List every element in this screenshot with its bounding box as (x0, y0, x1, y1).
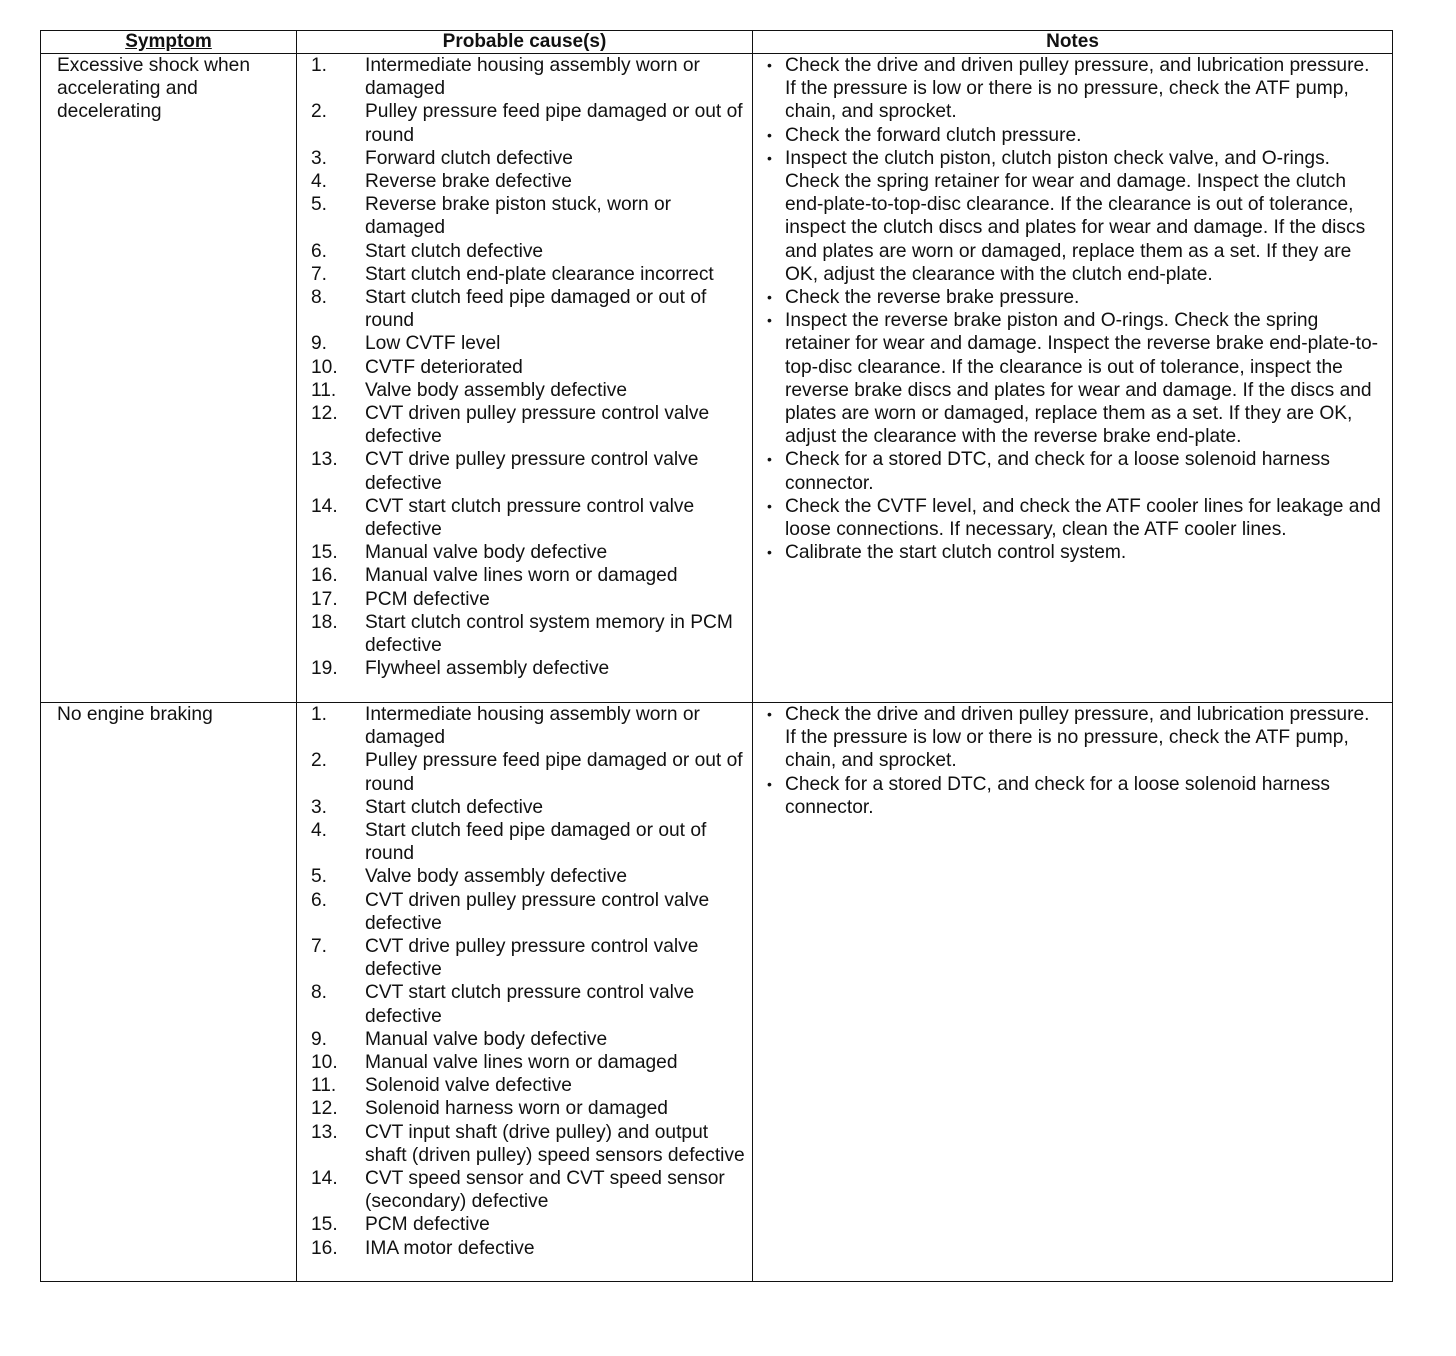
cause-text: Reverse brake piston stuck, worn or damaged (365, 194, 672, 239)
table-row (41, 703, 1393, 1282)
cause-item (309, 1051, 746, 1074)
cause-text: Pulley pressure feed pipe damaged or out of round (365, 750, 743, 795)
cause-number: 13. (311, 449, 338, 471)
note-text: Check the CVTF level, and check the ATF cooler lines for leakage and loose connections. If necessary, clean the ATF cooler lines. (785, 495, 1381, 541)
note-text: Check the forward clutch pressure. (785, 124, 1082, 146)
cause-text: Start clutch control system memory in PCM defective (365, 611, 733, 657)
cause-text: Valve body assembly defective (365, 379, 628, 401)
cause-text: CVT drive pulley pressure control valve defective (365, 936, 699, 981)
cause-item (309, 611, 746, 657)
cause-number: 15. (311, 542, 338, 564)
cause-number: 11. (311, 379, 337, 401)
cause-item (309, 332, 746, 355)
cause-item (309, 796, 746, 819)
cause-number: 1. (311, 704, 328, 725)
causes-cell (297, 703, 753, 1282)
cause-text: Start clutch end-plate clearance incorrect (365, 263, 714, 285)
cause-number: 17. (311, 588, 338, 610)
cause-number: 16. (311, 1237, 338, 1259)
cause-number: 15. (311, 1214, 338, 1236)
cause-text: Manual valve body defective (365, 542, 608, 564)
symptom-cell: Excessive shock when accelerating and decelerating (41, 54, 297, 703)
cause-number: 4. (311, 171, 328, 193)
note-item (767, 147, 1384, 286)
symptom-cell: No engine braking (41, 703, 297, 1282)
cause-item (309, 541, 746, 564)
cause-number: 2. (311, 750, 328, 772)
cause-item (309, 1097, 746, 1120)
causes-list (309, 703, 746, 1260)
cause-number: 5. (311, 866, 328, 888)
cause-item (309, 819, 746, 865)
cause-number: 3. (311, 147, 328, 169)
bullet-icon: • (767, 126, 772, 143)
cause-text: CVT start clutch pressure control valve defective (365, 495, 695, 541)
note-text: Check for a stored DTC, and check for a loose solenoid harness connector. (785, 449, 1330, 494)
notes-cell (753, 703, 1393, 1282)
document-page (40, 30, 1392, 1282)
cause-item (309, 240, 746, 263)
cause-text: Start clutch feed pipe damaged or out of round (365, 820, 707, 865)
cause-text: CVT start clutch pressure control valve defective (365, 982, 695, 1027)
cause-number: 7. (311, 936, 328, 958)
cause-item (309, 286, 746, 332)
cause-item (309, 356, 746, 379)
bullet-icon: • (767, 312, 772, 329)
cause-item (309, 193, 746, 239)
cause-text: Solenoid harness worn or damaged (365, 1098, 668, 1120)
note-text: Check the drive and driven pulley pressure, and lubrication pressure. If the pressure is low or there is no pressure, check the ATF pump, chain, and sprocket. (785, 55, 1370, 123)
cause-item (309, 147, 746, 170)
cause-text: Pulley pressure feed pipe damaged or out of round (365, 101, 743, 146)
bullet-icon: • (767, 149, 772, 166)
cause-text: Manual valve body defective (365, 1028, 608, 1050)
cause-text: Flywheel assembly defective (365, 658, 610, 680)
cause-text: CVT driven pulley pressure control valve defective (365, 889, 710, 934)
cause-number: 12. (311, 1098, 338, 1120)
troubleshooting-table (40, 30, 1393, 1282)
cause-item (309, 1213, 746, 1236)
cause-number: 5. (311, 194, 328, 216)
cause-text: Intermediate housing assembly worn or damaged (365, 55, 700, 100)
cause-item (309, 865, 746, 888)
cause-number: 3. (311, 796, 328, 818)
notes-list (767, 54, 1384, 564)
cause-number: 6. (311, 889, 328, 911)
cause-item (309, 889, 746, 935)
cause-item (309, 1237, 746, 1260)
cause-item (309, 1028, 746, 1051)
header-symptom: Symptom (41, 31, 297, 54)
cause-text: Intermediate housing assembly worn or damaged (365, 704, 700, 749)
header-row (41, 31, 1393, 54)
cause-item (309, 749, 746, 795)
cause-number: 9. (311, 1028, 328, 1050)
cause-text: PCM defective (365, 588, 490, 610)
causes-cell (297, 54, 753, 703)
cause-number: 13. (311, 1121, 338, 1143)
bullet-icon: • (767, 775, 772, 792)
cause-text: Start clutch feed pipe damaged or out of round (365, 287, 707, 332)
note-item (767, 124, 1384, 147)
note-item (767, 703, 1384, 773)
cause-text: CVT driven pulley pressure control valve defective (365, 403, 710, 448)
cause-item (309, 1167, 746, 1213)
bullet-icon: • (767, 497, 772, 514)
header-probable-causes: Probable cause(s) (297, 31, 753, 54)
note-item (767, 448, 1384, 494)
table-row (41, 54, 1393, 703)
note-text: Check the reverse brake pressure. (785, 287, 1080, 309)
cause-number: 11. (311, 1075, 337, 1097)
cause-number: 8. (311, 982, 328, 1004)
cause-text: Manual valve lines worn or damaged (365, 565, 678, 587)
cause-item (309, 448, 746, 494)
note-text: Check for a stored DTC, and check for a loose solenoid harness connector. (785, 773, 1330, 818)
cause-text: PCM defective (365, 1214, 490, 1236)
bullet-icon: • (767, 451, 772, 468)
causes-list (309, 54, 746, 680)
cause-item (309, 54, 746, 100)
note-item (767, 54, 1384, 124)
cause-item (309, 588, 746, 611)
note-text: Inspect the clutch piston, clutch piston check valve, and O-rings. Check the spring retainer for wear and damage. Inspect the clutch end-plate-to-top-disc clearance. If the clearance is out of tolerance, inspect the clutch discs and plates for wear and damage. If the discs and plates are worn or damaged, replace them as a set. If they are OK, adjust the clearance with the clutch end-plate. (785, 147, 1366, 285)
cause-text: Low CVTF level (365, 333, 501, 355)
cause-text: IMA motor defective (365, 1237, 535, 1259)
cause-text: CVT drive pulley pressure control valve defective (365, 449, 699, 494)
cause-number: 2. (311, 101, 328, 123)
cause-text: CVT input shaft (drive pulley) and output shaft (driven pulley) speed sensors defective (365, 1121, 745, 1166)
cause-item (309, 657, 746, 680)
cause-number: 10. (311, 1052, 338, 1074)
note-item (767, 309, 1384, 448)
cause-number: 18. (311, 611, 338, 633)
cause-number: 10. (311, 356, 338, 378)
cause-item (309, 703, 746, 749)
cause-text: CVTF deteriorated (365, 356, 523, 378)
cause-number: 1. (311, 55, 328, 76)
note-text: Check the drive and driven pulley pressure, and lubrication pressure. If the pressure is low or there is no pressure, check the ATF pump, chain, and sprocket. (785, 704, 1370, 772)
cause-text: Valve body assembly defective (365, 866, 628, 888)
cause-item (309, 100, 746, 146)
cause-item (309, 564, 746, 587)
cause-text: Reverse brake defective (365, 171, 572, 193)
cause-number: 7. (311, 263, 328, 285)
cause-text: CVT speed sensor and CVT speed sensor (secondary) defective (365, 1168, 725, 1213)
cause-number: 19. (311, 658, 338, 680)
bullet-icon: • (767, 706, 772, 722)
cause-item (309, 935, 746, 981)
notes-list (767, 703, 1384, 819)
cause-number: 14. (311, 1168, 338, 1190)
cause-item (309, 263, 746, 286)
header-notes: Notes (753, 31, 1393, 54)
cause-text: Solenoid valve defective (365, 1075, 572, 1097)
cause-item (309, 1121, 746, 1167)
cause-number: 6. (311, 240, 328, 262)
cause-item (309, 402, 746, 448)
bullet-icon: • (767, 289, 772, 306)
cause-text: Start clutch defective (365, 240, 544, 262)
note-text: Inspect the reverse brake piston and O-rings. Check the spring retainer for wear and damage. Inspect the reverse brake end-plate-to-top-disc clearance. If the clearance is out of tolerance, inspect the reverse brake discs and plates for wear and damage. If the discs and plates are worn or damaged, replace them as a set. If they are OK, adjust the clearance with the reverse brake end-plate. (785, 310, 1379, 448)
note-item (767, 495, 1384, 541)
cause-text: Forward clutch defective (365, 147, 573, 169)
cause-number: 9. (311, 333, 328, 355)
cause-item (309, 170, 746, 193)
note-item (767, 286, 1384, 309)
cause-number: 14. (311, 495, 338, 517)
cause-number: 12. (311, 403, 338, 425)
cause-text: Manual valve lines worn or damaged (365, 1052, 678, 1074)
note-item (767, 541, 1384, 564)
bullet-icon: • (767, 544, 772, 561)
note-text: Calibrate the start clutch control system. (785, 542, 1127, 564)
cause-item (309, 379, 746, 402)
cause-number: 8. (311, 287, 328, 309)
bullet-icon: • (767, 57, 772, 73)
cause-text: Start clutch defective (365, 796, 544, 818)
cause-item (309, 981, 746, 1027)
cause-item (309, 495, 746, 541)
cause-number: 4. (311, 820, 328, 842)
table-body (41, 54, 1393, 1282)
cause-number: 16. (311, 565, 338, 587)
note-item (767, 773, 1384, 819)
notes-cell (753, 54, 1393, 703)
cause-item (309, 1074, 746, 1097)
